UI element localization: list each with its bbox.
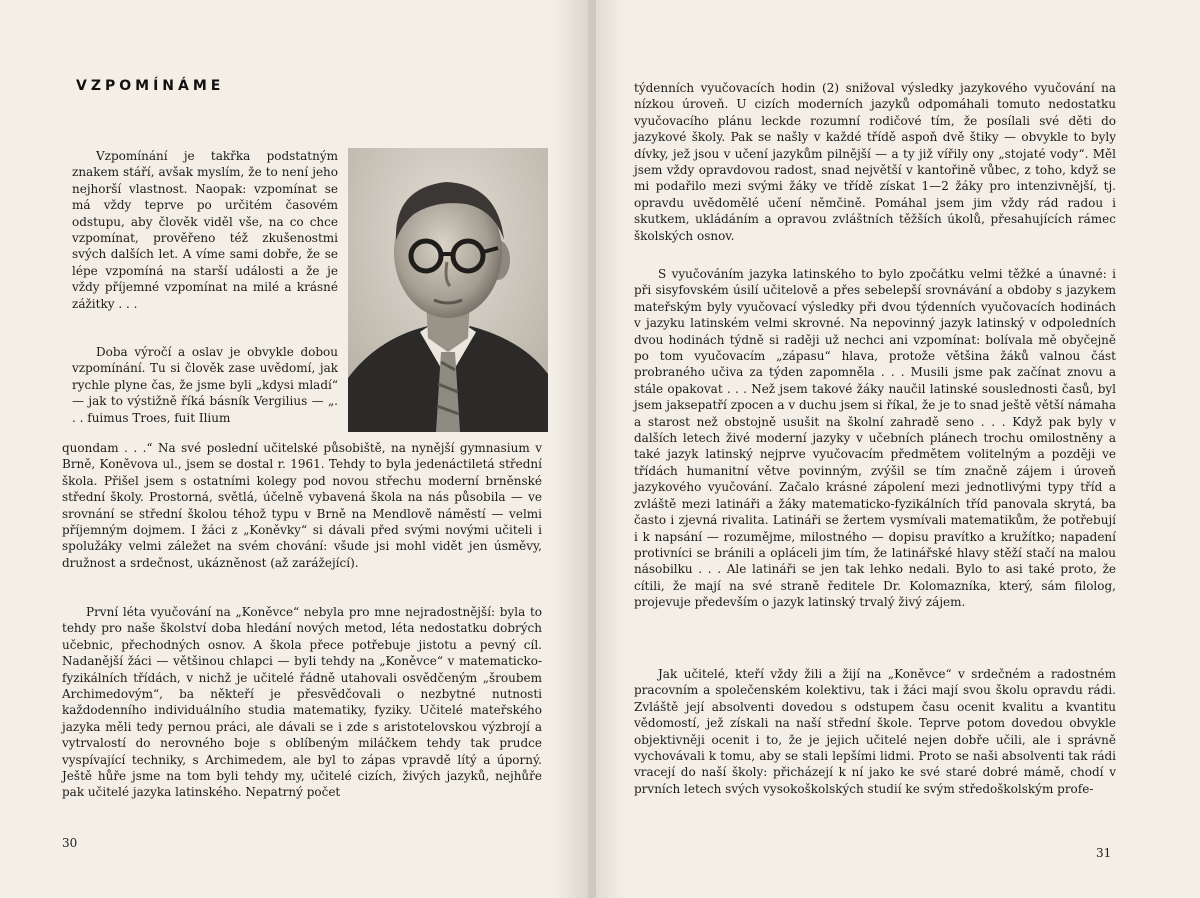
paragraph-anniversary-start: Doba výročí a oslav je obvykle dobou vzpomínání. Tu si člověk zase uvědomí, jak rychle plyne čas, že jsme byli „kdysi mladí“ — jak to výstižně říká básník Vergilius — „. . . fuimus Troes, fuit Ilium — [72, 345, 338, 425]
chapter-heading: VZPOMÍNÁME — [76, 78, 225, 94]
page-number-right: 31 — [1096, 846, 1112, 860]
paragraph-first-years: První léta vyučování na „Koněvce“ nebyla pro mne nejradostnější: byla to tehdy pro naše školství doba hledání nových metod, léta nedostatku dobrých učebnic, přechodných osnov. A škola přece potřebuje jistotu a pevný cíl. Nadanější žáci — většinou chlapci — byli tehdy na „Koněvce“ v matematicko-fyzikálních třídách, v nichž je učitelé řádně utahovali osvědčeným „šroubem Archimedovým“, ba někteří je přesvědčovali o nezbytné nutnosti každodenního individuálního studia matematiky, fyziky. Učitelé mateřského jazyka měli tedy pernou práci, ale dávali se i zde s aristotelovskou výzbrojí a vytrvalostí do nerovného boje s oblíbeným miláčkem tehdy tak prudce vyspívající techniky, s Archimedem, ale byl to zápas vpravdě lítý a úporný. Ještě hůře jsme na tom byli tehdy my, učitelé cizích, živých jazyků, nejhůře pak učitelé jazyka latinského. Nepatrný počet — [62, 605, 542, 800]
paragraph-weekly-lessons: týdenních vyučovacích hodin (2) snižoval výsledky jazykového vyučování na nízkou úroveň. U cizích moderních jazyků odpomáhali tomuto nedostatku vyučovacího plánu leckde rozumní rodičové tím, že posílali své děti do jazykové školy. Pak se našly v každé třídě aspoň dvě štiky — obvykle to byly dívky, jež jsou v učení jazykům pilnější — a ty již vířily ony „stojaté vody“. Měl jsem vždy opravdovou radost, snad největší v kantořině vůbec, z toho, když se mi podařilo mezi svými žáky ve třídě získat 1—2 žáky pro intenzivnější, tj. opravdu uvědomělé učení němčině. Pomáhal jsem jim vždy rád radou i skutkem, ukládáním a opravou zvláštních těžších úkolů, přesahujících rámec školských osnov. — [634, 81, 1116, 243]
paragraph-latin-teaching: S vyučováním jazyka latinského to bylo zpočátku velmi těžké a únavné: i při sisyfovském úsilí učitelově a přes sebelepší srovnávání a obdoby s jazykem mateřským byly vyučovací výsledky při dvou týdenních vyučovacích hodinách v jazyku latinském velmi skrovné. Na nepovinný jazyk latinský v odpoledních dvou hodinách týdně si raději už nechci ani vzpomínat: bolívala mě obyčejně po tom vyučovacím „zápasu“ hlava, protože většina žáků valnou část probraného učiva za týden zapomněla . . . Musili jsme pak začínat znovu a stále opakovat . . . Než jsem takové žáky naučil latinské souslednosti časů, byl jsem jaksepatří zpocen a v duchu jsem si říkal, že je to snad ještě větší námaha a starost než obstojně usušit na školní zahradě seno . . . Když pak byly v dalších letech živé moderní jazyky v učebních plánech trochu omilostněny a také jazyk latinský nejprve vyučovacím předmětem volitelným a později ve třídách humanitní větve povinným, zvýšil se tím značně zájem i úroveň jazykového vyučování. Začalo krásné zápolení mezi jednotlivými typy tříd a zvláště mezi latináři a žáky matematicko-fyzikálních tříd panovala skrytá, ba často i zjevná rivalita. Latináři se žertem vysmívali matematikům, že potřebují i k napsání — rozumějme, milostného — dopisu pravítko a kružítko; napadení protivníci se bránili a opláceli jim tím, že latinářské hlavy stěží stačí na malou násobilku . . . Ale latináři se jen tak lehko nedali. Bylo to asi také proto, že cítili, že mají na své straně ředitele Dr. Kolomazníka, který, sám filolog, projevuje především o jazyk latinský trvalý živý zájem. — [634, 267, 1116, 610]
right-gutter-shadow — [596, 0, 624, 898]
portrait-photo — [348, 148, 548, 432]
left-gutter-shadow — [554, 0, 588, 898]
page-number-left: 30 — [62, 836, 78, 850]
paragraph-anniversary-continued: quondam . . .“ Na své poslední učitelské působiště, na nynější gymnasium v Brně, Koněvova ul., jsem se dostal r. 1961. Tehdy to byla jedenáctiletá střední škola. Přišel jsem s ostatními kolegy pod novou střechu moderní brněnské střední školy. Prostorná, světlá, účelně vybavená škola na nás působila — ve srovnání se střední školou téhož typu v Brně na Mendlově náměstí — velmi příjemným dojmem. I žáci z „Koněvky“ si dávali před svými novými učiteli i spolužáky velmi záležet na svém chování: všude jsi mohl vidět jen úsměvy, družnost a srdečnost, ukázněnost (až zarážející). — [62, 441, 542, 570]
paragraph-intro: Vzpomínání je takřka podstatným znakem stáří, avšak myslím, že to není jeho nejhorší vlastnost. Naopak: vzpomínat se má vždy teprve po určitém časovém odstupu, aby člověk viděl vše, na co chce vzpomínat, prověřeno též zkušenostmi svých dalších let. A víme sami dobře, že se lépe vzpomíná na starší události a že je vždy příjemné vzpomínat na milé a krásné zážitky . . . — [72, 149, 338, 311]
left-page — [0, 0, 588, 898]
paragraph-teachers-and-students: Jak učitelé, kteří vždy žili a žijí na „Koněvce“ v srdečném a radostném pracovním a společenském kolektivu, tak i žáci mají svou školu opravdu rádi. Zvláště její absolventi dovedou s odstupem času ocenit kvalitu a kvantitu vědomostí, jež získali na naší střední škole. Teprve potom dovedou obvykle objektivněji ocenit i to, že je jejich učitelé nejen dobře učili, ale i správně vychovávali k tomu, aby se stali lepšími lidmi. Proto se naši absolventi tak rádi vracejí do naší školy: přicházejí k ní jako ke své staré dobré mámě, chodí v prvních letech svých vysokoškolských studií ke svým středoškolským profe- — [634, 667, 1116, 796]
